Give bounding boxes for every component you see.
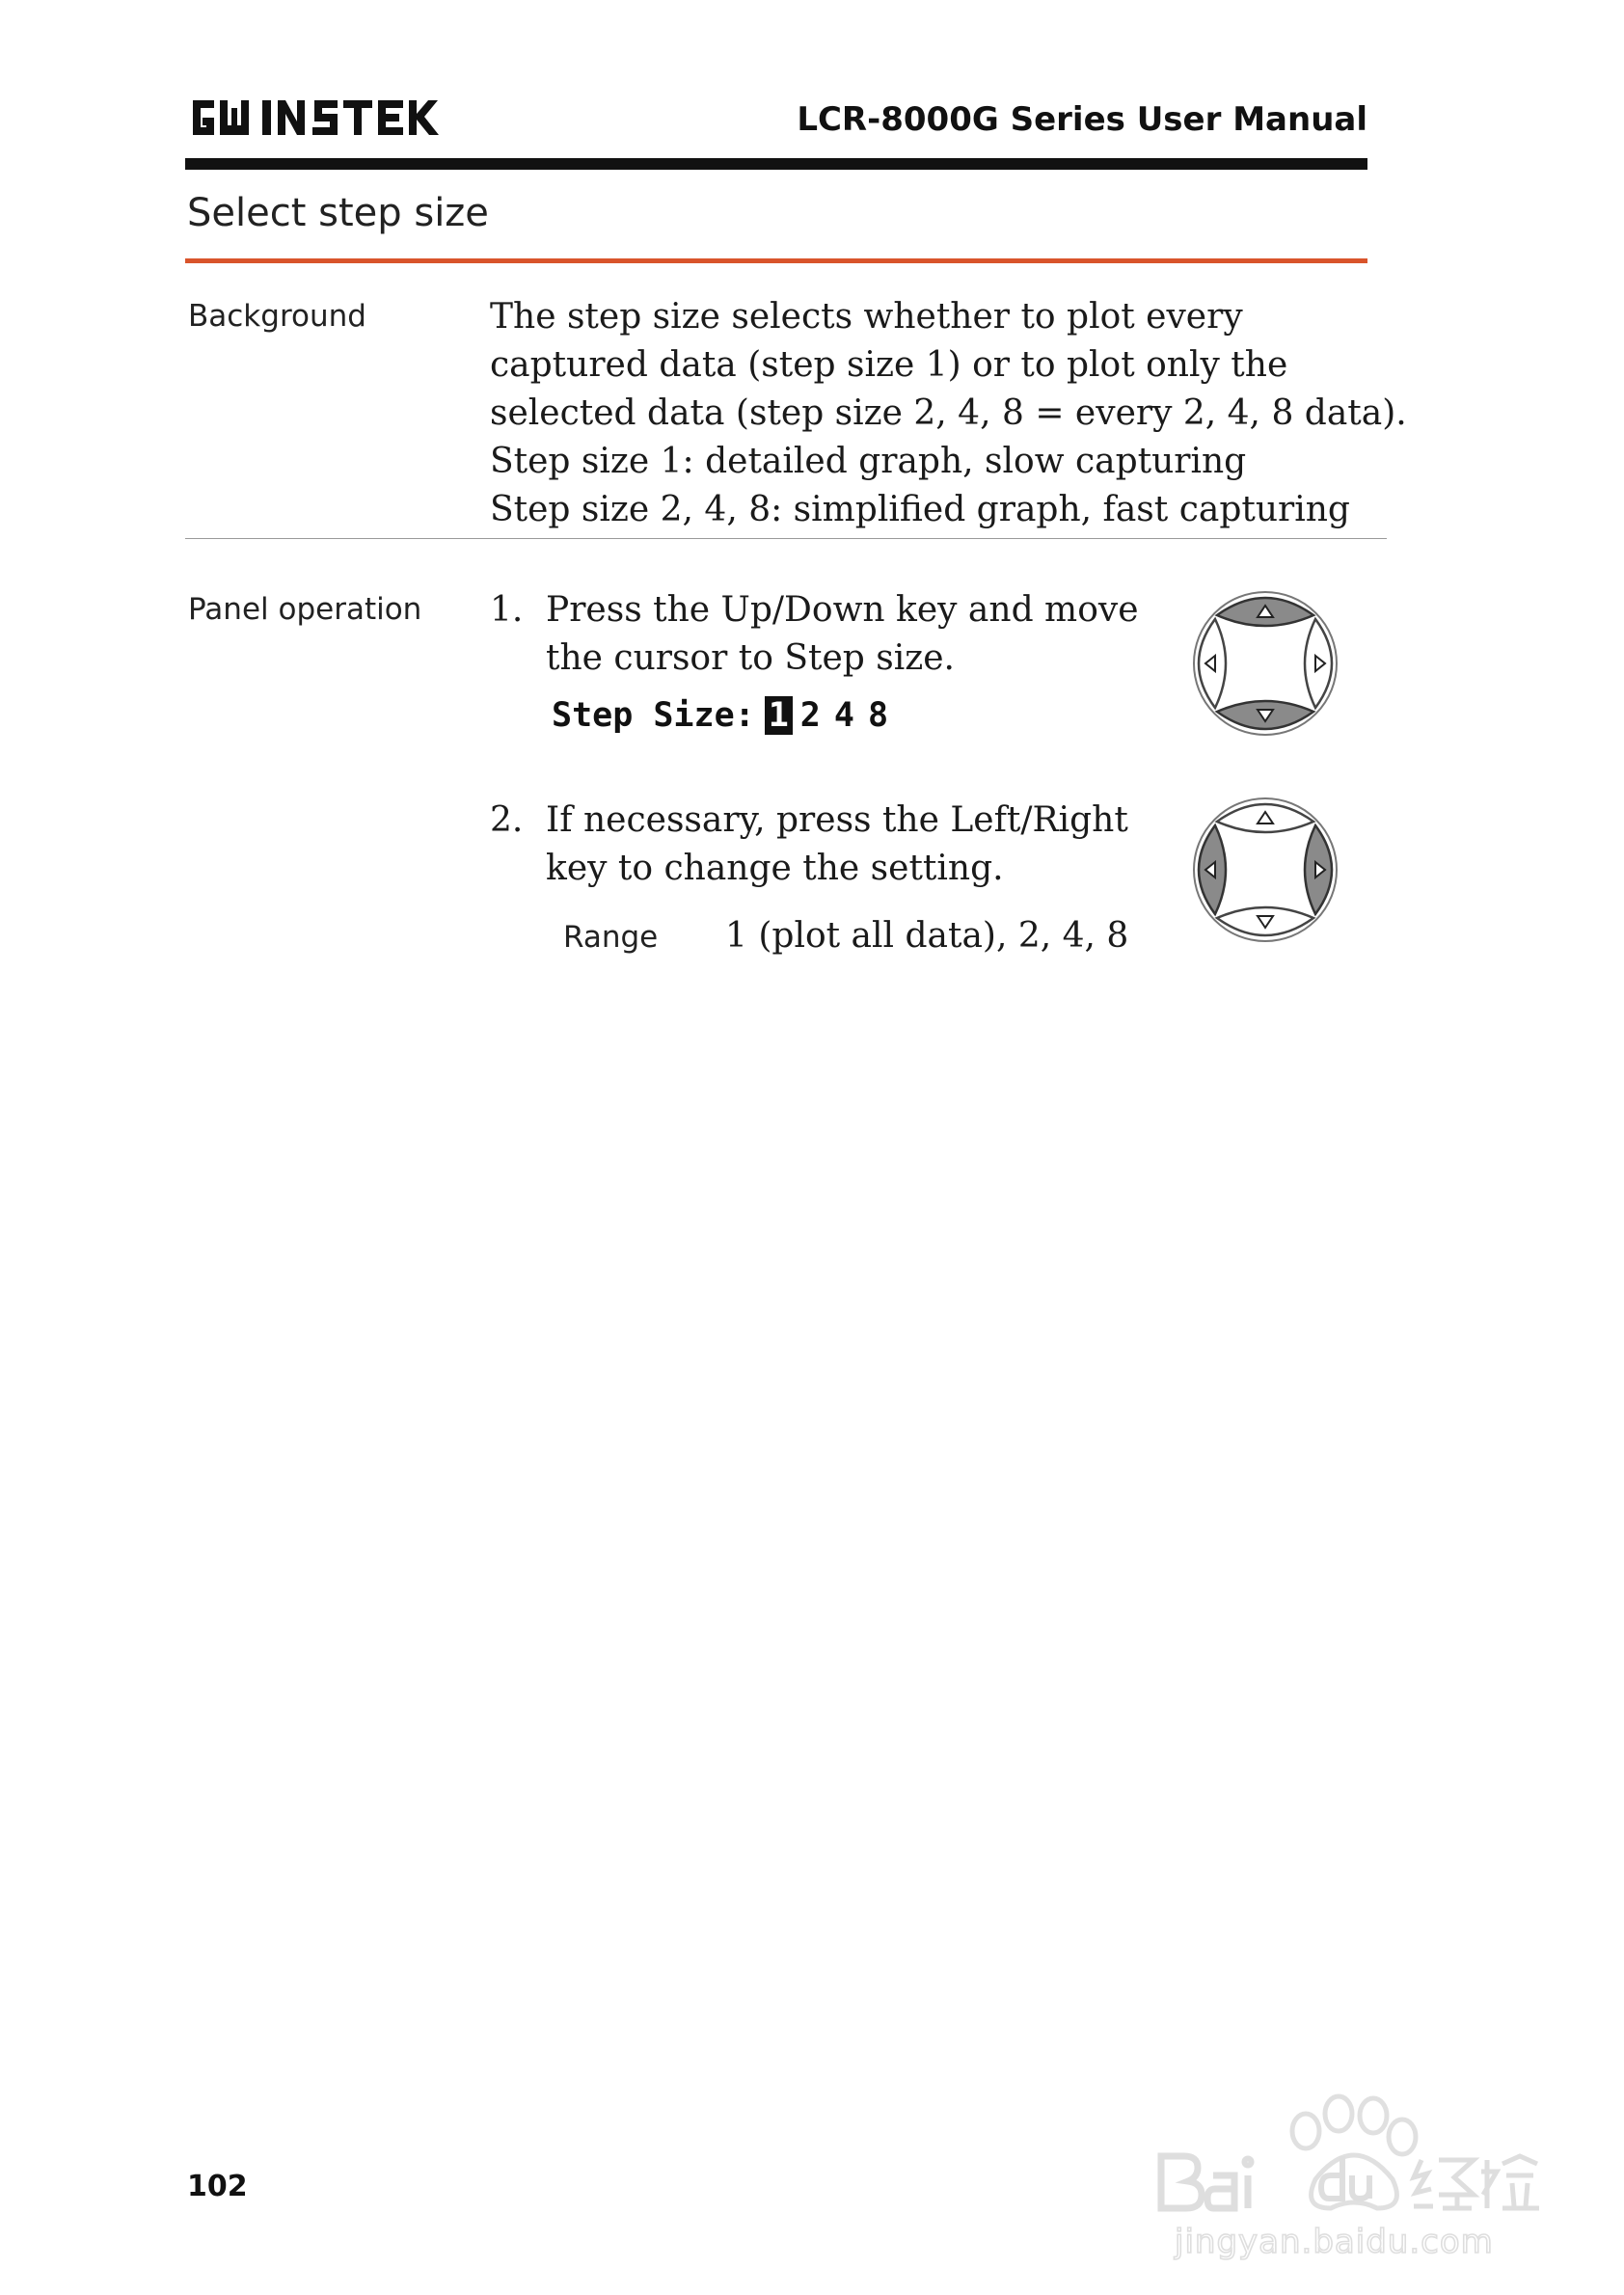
gw-instek-logo [185,94,484,141]
background-label: Background [188,299,366,334]
svg-text:jingyan.baidu.com: jingyan.baidu.com [1175,2223,1494,2261]
panel-operation-label: Panel operation [188,592,422,627]
section-divider [185,258,1367,263]
left-right-keypad-icon [1188,793,1342,947]
range-row [563,916,1128,956]
lcd-display-line [552,696,902,735]
step-number: 2. [490,800,524,840]
header-divider [185,158,1367,170]
range-label: Range [563,920,659,955]
step-line: If necessary, press the Left/Right [546,800,1128,840]
background-line: selected data (step size 2, 4, 8 = every 2, 4, 8 data). [490,393,1407,433]
background-text [490,293,1407,534]
page-number: 102 [187,2170,248,2203]
manual-title: LCR-8000G Series User Manual [797,100,1367,139]
display-prefix: Step Size: [552,696,755,735]
row-divider [185,538,1387,539]
display-option: 8 [867,696,889,735]
display-option: 4 [833,696,854,735]
step-number: 1. [490,590,524,630]
background-line: Step size 1: detailed graph, slow capturing [490,442,1247,481]
section-title: Select step size [187,191,489,235]
background-line: captured data (step size 1) or to plot only the [490,345,1288,385]
up-down-keypad-icon [1188,586,1342,741]
background-line: The step size selects whether to plot every [490,297,1243,337]
display-option: 2 [799,696,821,735]
baidu-watermark-logo [1153,2064,1558,2266]
step-line: the cursor to Step size. [546,638,955,678]
step-line: Press the Up/Down key and move [546,590,1139,630]
display-selected-option: 1 [765,696,793,735]
background-line: Step size 2, 4, 8: simplified graph, fast capturing [490,490,1350,529]
step-line: key to change the setting. [546,849,1004,888]
range-value: 1 (plot all data), 2, 4, 8 [725,916,1129,956]
